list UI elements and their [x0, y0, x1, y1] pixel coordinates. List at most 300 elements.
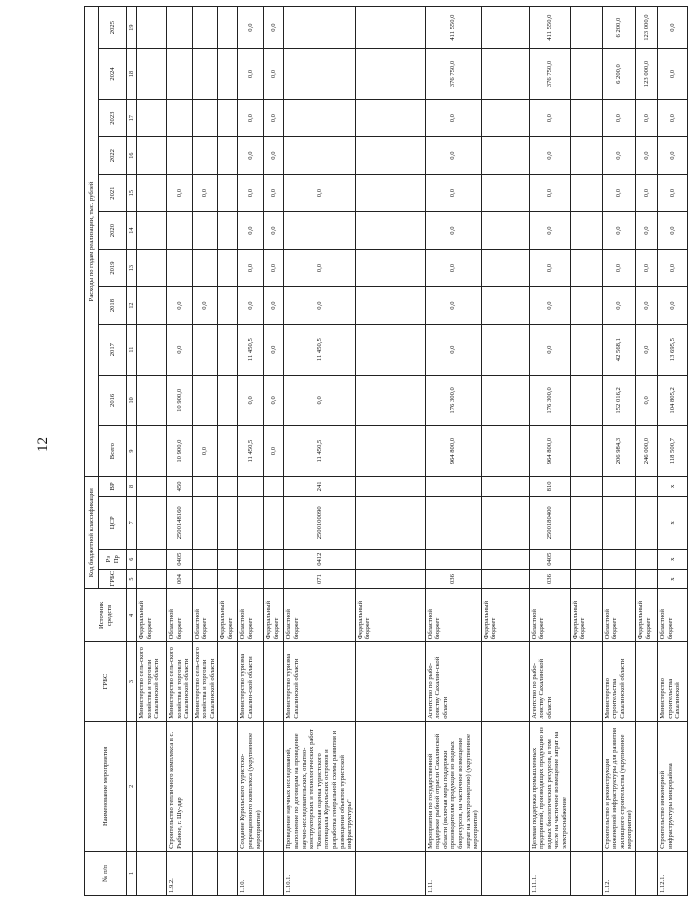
column-index: 4: [127, 589, 137, 642]
header-kbk-col: Рз Пр: [99, 549, 127, 569]
activity-name: Создание Курильского туристско-рекреационного комплекса (укрупненное мероприятие): [238, 721, 264, 851]
kbk-code: [481, 496, 529, 549]
expense-value: 0,0: [425, 212, 481, 249]
kbk-code: [425, 549, 481, 569]
expense-value: 0,0: [529, 324, 570, 375]
expense-value: 0,0: [635, 249, 657, 286]
expense-value: 13 695,5: [657, 324, 687, 375]
expense-value: 0,0: [264, 426, 284, 477]
column-index: 19: [127, 7, 137, 49]
expense-value: [137, 249, 167, 286]
header-year: 2018: [99, 287, 127, 324]
column-index: 5: [127, 569, 137, 589]
expense-value: [570, 137, 602, 174]
expense-value: 118 500,7: [657, 426, 687, 477]
kbk-code: 004: [167, 569, 193, 589]
expense-value: [481, 174, 529, 211]
grbs-cell: Министерство туризма Сахалин-ской области: [238, 642, 264, 721]
expense-value: [355, 212, 425, 249]
expense-value: [481, 375, 529, 426]
expense-value: [192, 212, 218, 249]
table-row: [218, 7, 238, 896]
expense-value: [218, 324, 238, 375]
column-index: 16: [127, 137, 137, 174]
expense-value: [355, 7, 425, 49]
grbs-cell: Агентство по рыбо-ловству Сахалин-ской области: [425, 642, 481, 721]
row-number: [218, 851, 238, 895]
budget-table: [84, 6, 688, 896]
funding-source: Областной бюджет: [529, 589, 570, 642]
kbk-code: [355, 476, 425, 496]
expense-value: [137, 137, 167, 174]
expense-value: 0,0: [238, 7, 264, 49]
expense-value: 0,0: [238, 375, 264, 426]
expense-value: [570, 324, 602, 375]
expense-value: 6 200,0: [602, 49, 635, 100]
expense-value: [192, 49, 218, 100]
kbk-code: [355, 569, 425, 589]
table-row: [529, 7, 570, 896]
expense-value: 246 000,0: [635, 426, 657, 477]
expense-value: [218, 212, 238, 249]
expense-value: [192, 375, 218, 426]
header-kbk-col: ЦСР: [99, 496, 127, 549]
expense-value: 6 200,0: [602, 7, 635, 49]
expense-value: [284, 7, 355, 49]
kbk-code: 450: [167, 476, 193, 496]
header-year: 2017: [99, 324, 127, 375]
table-row: [425, 7, 481, 896]
kbk-code: [137, 569, 167, 589]
table-row: [238, 7, 264, 896]
expense-value: [137, 324, 167, 375]
expense-value: 0,0: [238, 99, 264, 136]
grbs-cell: Агентство по рыбо-ловству Сахалинской области: [529, 642, 570, 721]
funding-source: Областной бюджет: [167, 589, 193, 642]
column-index: 11: [127, 324, 137, 375]
expense-value: 0,0: [602, 99, 635, 136]
expense-value: [355, 49, 425, 100]
expense-value: [481, 324, 529, 375]
kbk-code: 036: [529, 569, 570, 589]
expense-value: [355, 287, 425, 324]
expense-value: [570, 99, 602, 136]
expense-value: 0,0: [602, 212, 635, 249]
expense-value: [167, 137, 193, 174]
expense-value: [481, 212, 529, 249]
grbs-cell: Министерство туризма Сахалинской области: [284, 642, 355, 721]
expense-value: [481, 249, 529, 286]
kbk-code: [192, 496, 218, 549]
expense-value: 0,0: [238, 287, 264, 324]
expense-value: 0,0: [635, 174, 657, 211]
activity-name: [635, 721, 657, 851]
grbs-cell: [218, 642, 238, 721]
grbs-cell: Министерство строительства Сахалинской области: [602, 642, 635, 721]
table-row: [137, 7, 167, 896]
kbk-code: 071: [284, 569, 355, 589]
header-year: 2019: [99, 249, 127, 286]
expense-value: 42 568,1: [602, 324, 635, 375]
kbk-code: 241: [284, 476, 355, 496]
expense-value: [284, 137, 355, 174]
activity-name: [481, 721, 529, 851]
row-number: 1.11.: [425, 851, 481, 895]
column-index: 17: [127, 99, 137, 136]
expense-value: [481, 49, 529, 100]
kbk-code: x: [657, 549, 687, 569]
header-expenses: Расходы по годам реализации, тыс. рублей: [85, 7, 99, 477]
expense-value: 0,0: [635, 287, 657, 324]
expense-value: [570, 375, 602, 426]
page-number: 12: [35, 437, 51, 452]
row-number: 1.10.1.: [284, 851, 355, 895]
expense-value: 0,0: [192, 174, 218, 211]
expense-value: 11 450,5: [238, 426, 264, 477]
funding-source: Областной бюджет: [657, 589, 687, 642]
column-index: 12: [127, 287, 137, 324]
grbs-cell: [355, 642, 425, 721]
activity-name: [264, 721, 284, 851]
expense-value: 0,0: [167, 174, 193, 211]
kbk-code: 2500180400: [529, 496, 570, 549]
expense-value: 0,0: [602, 174, 635, 211]
table-row: [635, 7, 657, 896]
expense-value: [481, 287, 529, 324]
column-index: 14: [127, 212, 137, 249]
grbs-cell: Министерство сель-ского хозяйства и торговли Сахалинской области: [192, 642, 218, 721]
header-year: 2024: [99, 49, 127, 100]
expense-value: [570, 287, 602, 324]
kbk-code: [137, 549, 167, 569]
kbk-code: [192, 569, 218, 589]
activity-name: [218, 721, 238, 851]
expense-value: [284, 49, 355, 100]
expense-value: 376 750,0: [529, 49, 570, 100]
kbk-code: [602, 549, 635, 569]
expense-value: 0,0: [529, 249, 570, 286]
table-row: [570, 7, 602, 896]
expense-value: [192, 249, 218, 286]
funding-source: Областной бюджет: [238, 589, 264, 642]
kbk-code: [570, 549, 602, 569]
expense-value: 0,0: [635, 324, 657, 375]
grbs-cell: Министерство сель-ского хозяйства и торговли Сахалинской области: [137, 642, 167, 721]
expense-value: 0,0: [284, 375, 355, 426]
expense-value: 0,0: [264, 324, 284, 375]
kbk-code: 2500100090: [284, 496, 355, 549]
table-row: [167, 7, 193, 896]
expense-value: 0,0: [264, 287, 284, 324]
activity-name: Строительство тепличного комплекса в с. Рыбное, г. Шу-дар: [167, 721, 193, 851]
table-row: [284, 7, 355, 896]
grbs-cell: [264, 642, 284, 721]
expense-value: [192, 7, 218, 49]
expense-value: [570, 426, 602, 477]
expense-value: 0,0: [657, 287, 687, 324]
funding-source: Федеральный бюджет: [355, 589, 425, 642]
kbk-code: [218, 496, 238, 549]
expense-value: 176 300,0: [529, 375, 570, 426]
kbk-code: [264, 496, 284, 549]
expense-value: [570, 249, 602, 286]
header-year: Всего: [99, 426, 127, 477]
table-row: [657, 7, 687, 896]
funding-source: Областной бюджет: [192, 589, 218, 642]
expense-value: [167, 49, 193, 100]
expense-value: 0,0: [529, 287, 570, 324]
expense-value: [570, 49, 602, 100]
expense-value: [284, 99, 355, 136]
row-number: [137, 851, 167, 895]
kbk-code: [355, 549, 425, 569]
table-row: [192, 7, 218, 896]
kbk-code: [635, 476, 657, 496]
expense-value: 123 000,0: [635, 7, 657, 49]
expense-value: [355, 324, 425, 375]
kbk-code: 0412: [284, 549, 355, 569]
expense-value: 0,0: [264, 7, 284, 49]
expense-value: [284, 212, 355, 249]
expense-value: 0,0: [529, 174, 570, 211]
expense-value: 0,0: [657, 174, 687, 211]
expense-value: [137, 99, 167, 136]
activity-name: [137, 721, 167, 851]
kbk-code: [264, 549, 284, 569]
expense-value: [137, 174, 167, 211]
funding-source: Федеральный бюджет: [264, 589, 284, 642]
expense-value: 0,0: [264, 49, 284, 100]
kbk-code: 810: [529, 476, 570, 496]
kbk-code: [602, 476, 635, 496]
expense-value: [167, 99, 193, 136]
expense-value: 0,0: [238, 174, 264, 211]
expense-value: 0,0: [635, 137, 657, 174]
column-index: 13: [127, 249, 137, 286]
expense-value: [355, 174, 425, 211]
expense-value: 411 550,0: [425, 7, 481, 49]
activity-name: Проведение научных исследований, выполнение по договорам на проведение научно-исследовательских, опытно-конструкторских и технологических работ "Комплексная оценка туристского потенциала Курильских островов и разработка генеральной схемы развития и размещения объектов туристской инфраструктуры": [284, 721, 355, 851]
expense-value: 10 900,0: [167, 426, 193, 477]
table-row: [602, 7, 635, 896]
column-index: 15: [127, 174, 137, 211]
row-number: 1.12.: [602, 851, 635, 895]
expense-value: 411 550,0: [529, 7, 570, 49]
expense-value: [570, 174, 602, 211]
expense-value: [137, 287, 167, 324]
kbk-code: [355, 496, 425, 549]
expense-value: 0,0: [602, 249, 635, 286]
grbs-cell: Министерство сель-ского хозяйства и торговли Сахалинской области: [167, 642, 193, 721]
expense-value: [192, 324, 218, 375]
header-no: № п/п: [85, 851, 127, 895]
activity-name: Строительство инженерной инфраструктуры микрорайона: [657, 721, 687, 851]
expense-value: 0,0: [425, 99, 481, 136]
expense-value: 176 300,0: [425, 375, 481, 426]
kbk-code: x: [657, 496, 687, 549]
expense-value: 0,0: [167, 324, 193, 375]
kbk-code: [635, 569, 657, 589]
expense-value: 11 450,5: [238, 324, 264, 375]
grbs-cell: [570, 642, 602, 721]
header-year: 2016: [99, 375, 127, 426]
column-index: 3: [127, 642, 137, 721]
row-number: 1.11.1.: [529, 851, 570, 895]
expense-value: 0,0: [238, 249, 264, 286]
expense-value: 0,0: [238, 49, 264, 100]
expense-value: 0,0: [264, 212, 284, 249]
expense-value: 0,0: [425, 174, 481, 211]
expense-value: 0,0: [657, 49, 687, 100]
kbk-code: [137, 476, 167, 496]
expense-value: 0,0: [529, 99, 570, 136]
expense-value: 123 000,0: [635, 49, 657, 100]
kbk-code: [264, 476, 284, 496]
expense-value: 0,0: [602, 137, 635, 174]
table-row: [481, 7, 529, 896]
expense-value: [218, 137, 238, 174]
kbk-code: [137, 496, 167, 549]
activity-name: [355, 721, 425, 851]
expense-value: [218, 49, 238, 100]
kbk-code: [481, 476, 529, 496]
row-number: [481, 851, 529, 895]
expense-value: [137, 212, 167, 249]
expense-value: 0,0: [284, 249, 355, 286]
expense-value: [355, 99, 425, 136]
expense-value: [355, 249, 425, 286]
expense-value: [481, 7, 529, 49]
expense-value: 0,0: [657, 137, 687, 174]
row-number: [264, 851, 284, 895]
expense-value: 0,0: [284, 174, 355, 211]
kbk-code: [218, 476, 238, 496]
expense-value: [137, 426, 167, 477]
expense-value: 0,0: [192, 287, 218, 324]
kbk-code: [238, 549, 264, 569]
kbk-code: [635, 496, 657, 549]
expense-value: 10 900,0: [167, 375, 193, 426]
rotated-page: [84, 0, 682, 896]
column-index: 7: [127, 496, 137, 549]
expense-value: 0,0: [238, 212, 264, 249]
expense-value: 0,0: [264, 174, 284, 211]
funding-source: Федеральный бюджет: [218, 589, 238, 642]
funding-source: Областной бюджет: [602, 589, 635, 642]
row-number: [355, 851, 425, 895]
expense-value: [355, 375, 425, 426]
expense-value: [355, 426, 425, 477]
kbk-code: [425, 496, 481, 549]
kbk-code: [192, 476, 218, 496]
expense-value: 11 450,5: [284, 324, 355, 375]
grbs-cell: [635, 642, 657, 721]
expense-value: [481, 137, 529, 174]
header-kbk-col: ВР: [99, 476, 127, 496]
kbk-code: [238, 496, 264, 549]
expense-value: 104 805,2: [657, 375, 687, 426]
kbk-code: [570, 569, 602, 589]
expense-value: [137, 49, 167, 100]
row-number: [635, 851, 657, 895]
row-number: 1.12.1.: [657, 851, 687, 895]
expense-value: [192, 137, 218, 174]
expense-value: 0,0: [657, 212, 687, 249]
kbk-code: [570, 496, 602, 549]
table-row: [264, 7, 284, 896]
activity-name: Целевая поддержка промышленных предприятий, производящих продукцию из водных биологических ресурсов, в том числе на частичное возмещение затрат на электроснабжение: [529, 721, 570, 851]
grbs-cell: Министерство строительства Сахалинской: [657, 642, 687, 721]
header-kbk-col: ГРБС: [99, 569, 127, 589]
expense-value: [167, 212, 193, 249]
header-name: Наименование мероприятия: [85, 721, 127, 851]
kbk-code: 2500148160: [167, 496, 193, 549]
expense-value: [167, 7, 193, 49]
funding-source: Областной бюджет: [284, 589, 355, 642]
funding-source: Федеральный бюджет: [635, 589, 657, 642]
expense-value: 0,0: [264, 249, 284, 286]
expense-value: 0,0: [529, 212, 570, 249]
kbk-code: [238, 569, 264, 589]
expense-value: 376 750,0: [425, 49, 481, 100]
header-grbs: ГРБС: [85, 642, 127, 721]
kbk-code: [481, 569, 529, 589]
kbk-code: [218, 549, 238, 569]
row-number: 1.9.2.: [167, 851, 193, 895]
expense-value: 0,0: [264, 99, 284, 136]
table-row: [355, 7, 425, 896]
expense-value: 0,0: [284, 287, 355, 324]
header-source: Источник средств: [85, 589, 127, 642]
expense-value: [192, 99, 218, 136]
expense-value: 0,0: [425, 137, 481, 174]
kbk-code: x: [657, 569, 687, 589]
column-index: 1: [127, 851, 137, 895]
expense-value: [355, 137, 425, 174]
activity-name: Строительство и реконструкция инженерной инфраструктуры для развития жилищного строительства (укрупненное мероприятие): [602, 721, 635, 851]
expense-value: [137, 7, 167, 49]
grbs-cell: [481, 642, 529, 721]
header-year: 2021: [99, 174, 127, 211]
expense-value: 206 984,3: [602, 426, 635, 477]
expense-value: 0,0: [657, 99, 687, 136]
expense-value: [218, 287, 238, 324]
kbk-code: 0405: [529, 549, 570, 569]
expense-value: [481, 99, 529, 136]
expense-value: 0,0: [238, 137, 264, 174]
kbk-code: [635, 549, 657, 569]
column-index: 8: [127, 476, 137, 496]
funding-source: Федеральный бюджет: [481, 589, 529, 642]
kbk-code: [602, 569, 635, 589]
kbk-code: [481, 549, 529, 569]
funding-source: Федеральный бюджет: [570, 589, 602, 642]
activity-name: Мероприятия по государственной поддержке рыбной отрасли Сахалинской области (включая меры поддержки производителям продукции из водных биоресурсов, на частичное возмещение затрат на электроэнергию) (укрупненное мероприятие): [425, 721, 481, 851]
expense-value: [570, 212, 602, 249]
kbk-code: [425, 476, 481, 496]
expense-value: [218, 426, 238, 477]
row-number: [192, 851, 218, 895]
expense-value: [218, 174, 238, 211]
kbk-code: [602, 496, 635, 549]
kbk-code: x: [657, 476, 687, 496]
kbk-code: 0405: [167, 549, 193, 569]
row-number: 1.10.: [238, 851, 264, 895]
expense-value: 964 800,0: [529, 426, 570, 477]
expense-value: 0,0: [657, 249, 687, 286]
expense-value: [570, 7, 602, 49]
expense-value: [481, 426, 529, 477]
